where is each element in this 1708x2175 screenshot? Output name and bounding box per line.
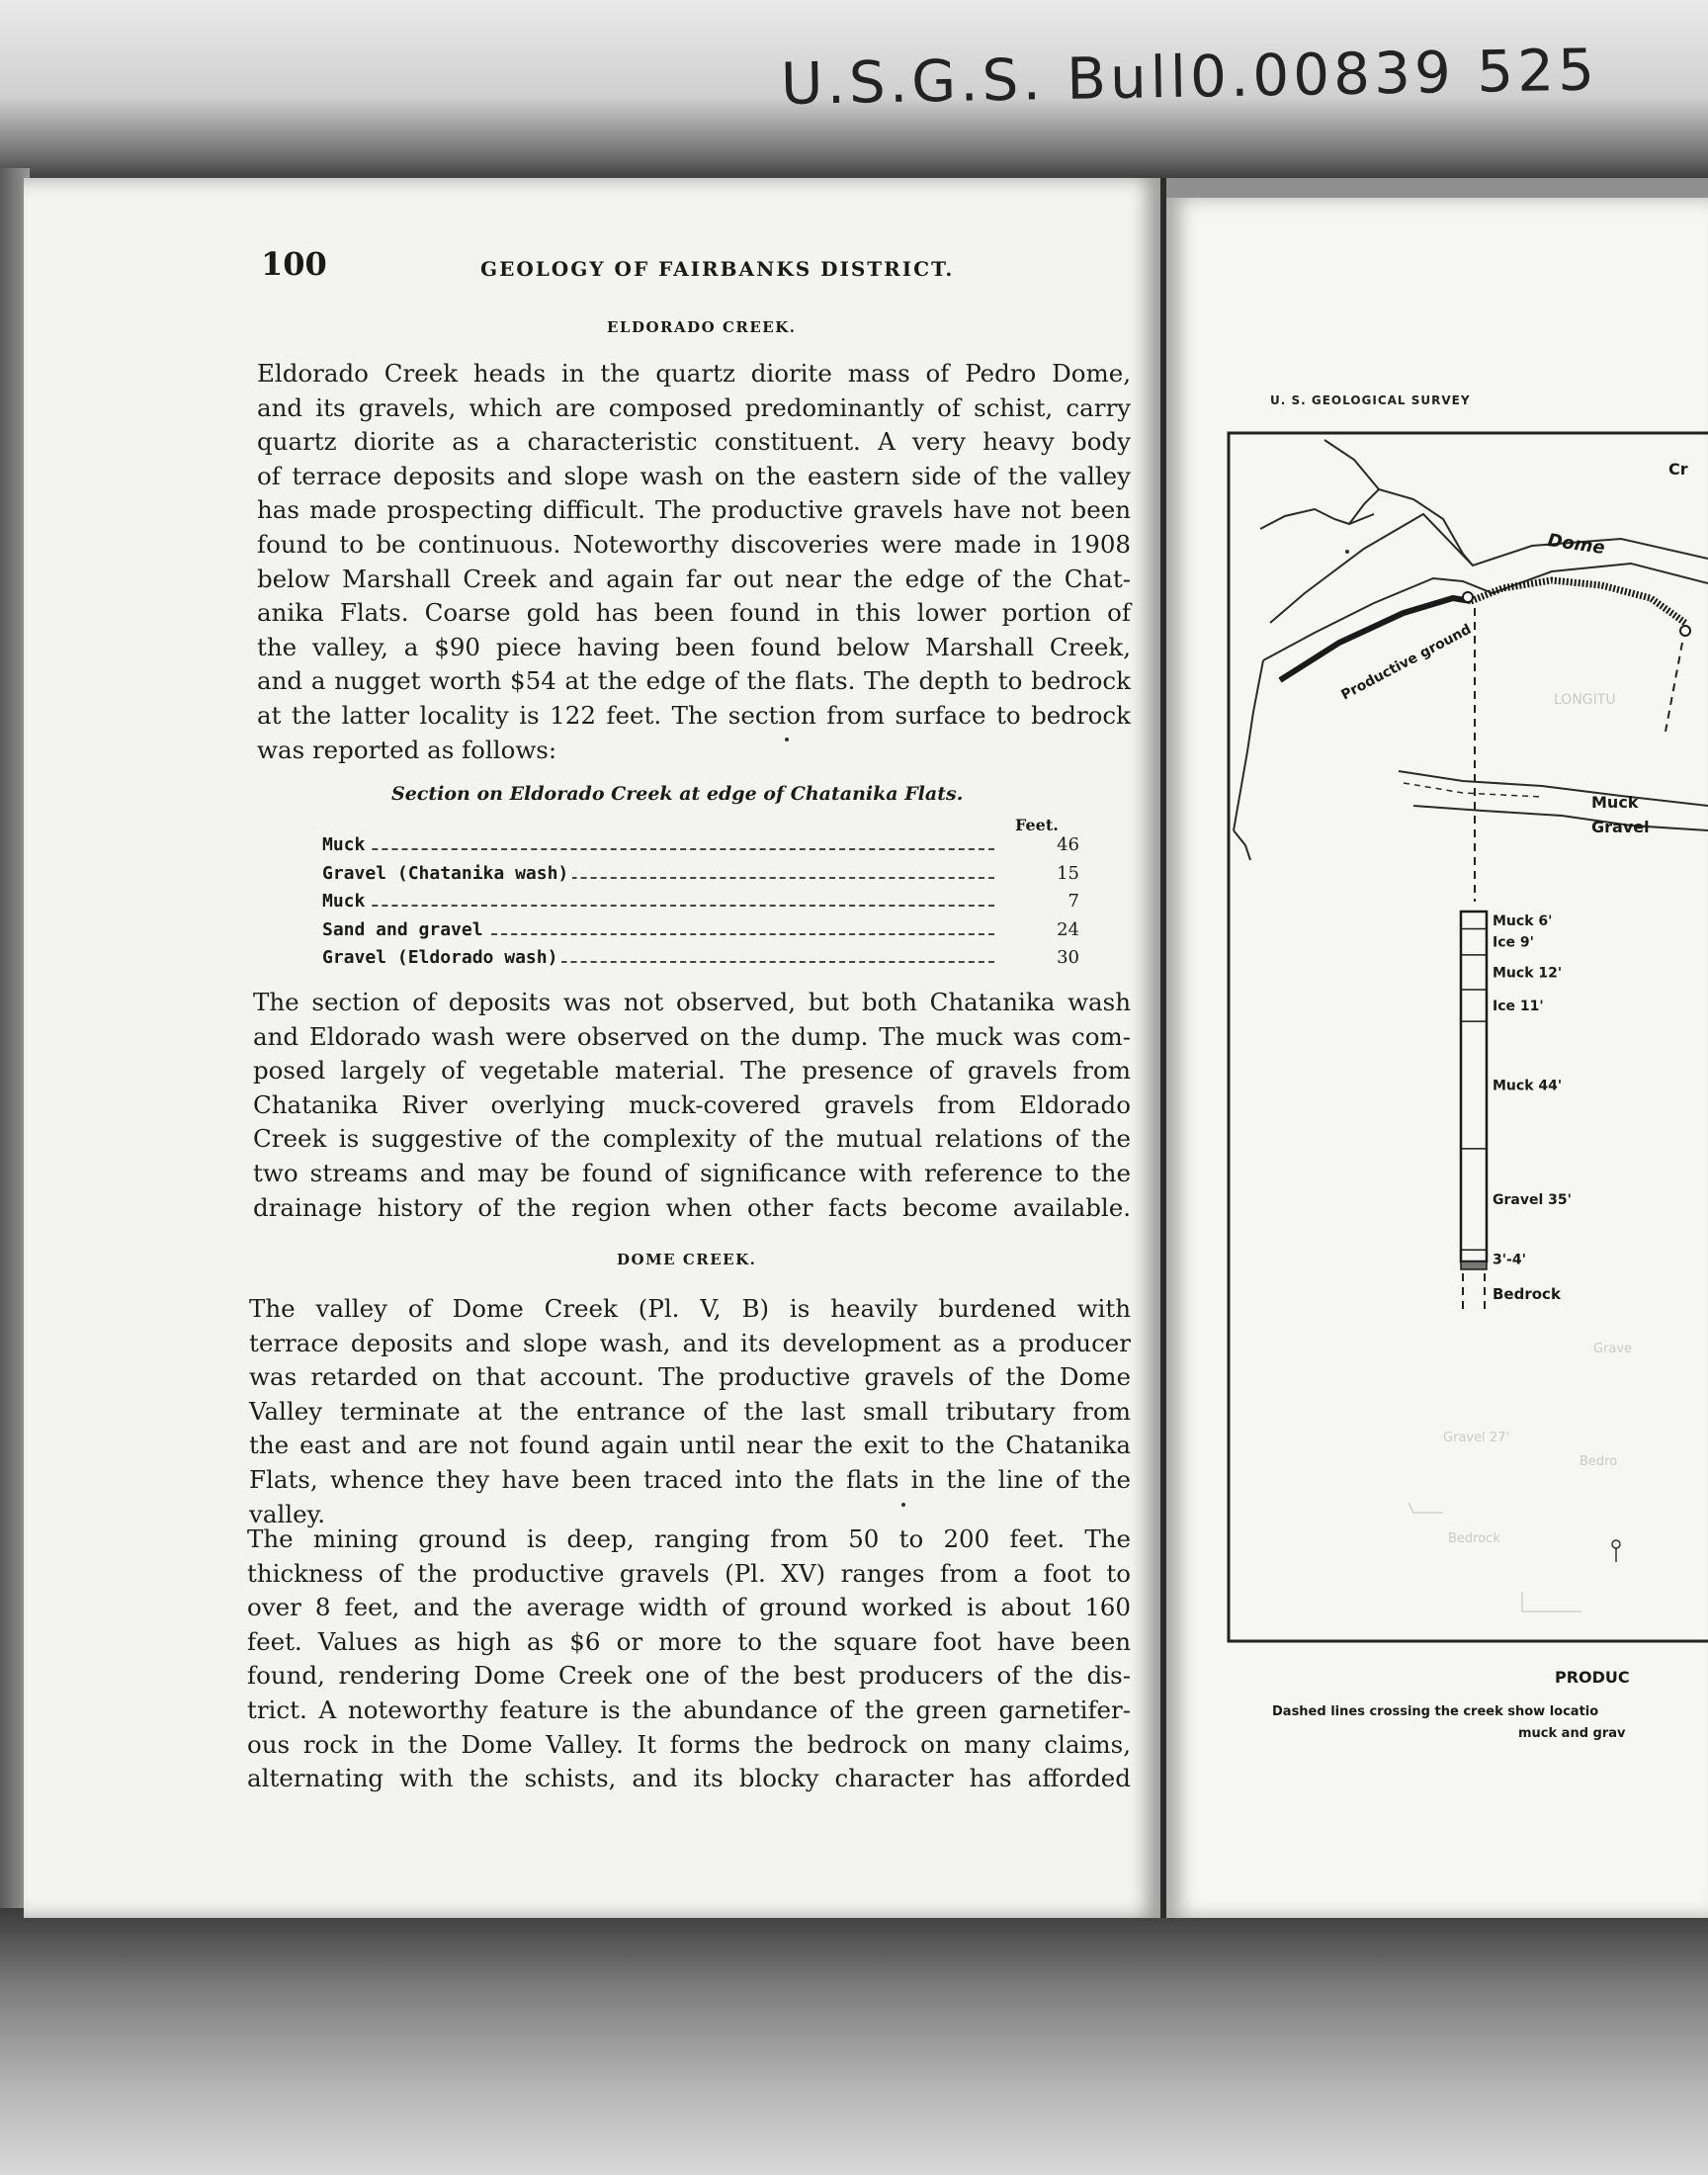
strat-column: [1461, 912, 1487, 1262]
map-longitude-label: LONGITU: [1554, 692, 1616, 708]
handwritten-annotation: U.S.G.S. Bull0.00839 525: [780, 36, 1599, 118]
faint-label: Bedrock: [1448, 1531, 1500, 1546]
table-row: [322, 863, 1093, 892]
row-label: Muck: [322, 891, 369, 912]
row-label: Gravel (Eldorado wash): [322, 947, 561, 968]
section-line-dashed: [1665, 643, 1682, 732]
tributary-stream: [1324, 440, 1473, 566]
row-label: Muck: [322, 834, 369, 855]
right-page-plate: [1166, 198, 1708, 1918]
text-line: Valley terminate at the entrance of the last small tributary from: [249, 1396, 1131, 1426]
running-head: GEOLOGY OF FAIRBANKS DISTRICT.: [480, 257, 955, 281]
productive-ground-hatched: [1471, 580, 1685, 623]
text-line: thickness of the productive gravels (Pl. XV) ranges from a foot to: [247, 1558, 1131, 1588]
text-line: Flats, whence they have been traced into the flats in the line of the: [249, 1464, 1131, 1494]
dome-creek-heading: DOME CREEK.: [617, 1251, 757, 1268]
text-line: was reported as follows:: [257, 735, 557, 764]
column-layer-label: Ice 9': [1493, 934, 1534, 951]
surface-line: [1399, 771, 1708, 806]
section-table: [322, 834, 1093, 976]
section-point: [1463, 592, 1473, 602]
row-value: 15: [1057, 862, 1079, 884]
text-line: The mining ground is deep, ranging from 50 to 200 feet. The: [247, 1524, 1131, 1553]
text-line: trict. A noteworthy feature is the abundance of the green garnetifer-: [247, 1695, 1131, 1724]
eldorado-paragraph-1: [257, 357, 1131, 767]
map-muck-label: Muck: [1591, 793, 1639, 812]
faint-label: Gravel 27': [1443, 1431, 1509, 1445]
text-line: found to be continuous. Noteworthy discoveries were made in 1908: [257, 529, 1131, 559]
map-creek-label: Dome: [1546, 530, 1606, 560]
text-line: valley.: [249, 1499, 325, 1528]
row-label: Gravel (Chatanika wash): [322, 863, 572, 884]
text-line: over 8 feet, and the average width of ground worked is about 160: [247, 1593, 1131, 1622]
row-value: 24: [1057, 918, 1079, 940]
text-line: The section of deposits was not observed, but both Chatanika wash: [253, 988, 1131, 1016]
plate-title: PRODUC: [1555, 1668, 1630, 1687]
section-table-unit: Feet.: [1015, 816, 1059, 834]
column-layer-label: 3'-4': [1493, 1252, 1526, 1268]
text-line: at the latter locality is 122 feet. The section from surface to bedrock: [257, 700, 1131, 730]
leader-dots: [322, 905, 994, 907]
text-line: below Marshall Creek and again far out near the edge of the Chat-: [257, 564, 1131, 593]
text-line: Eldorado Creek heads in the quartz diorite mass of Pedro Dome,: [257, 359, 1131, 388]
surface-line: [1413, 806, 1708, 830]
column-layer-label: Muck 44': [1493, 1078, 1563, 1094]
row-value: 46: [1057, 834, 1079, 855]
plate-map: [1166, 198, 1708, 1918]
section-point: [1680, 626, 1690, 636]
row-value: 30: [1057, 947, 1079, 968]
table-row: [322, 891, 1093, 919]
creek-bank: [1234, 830, 1250, 860]
text-line: The valley of Dome Creek (Pl. V, B) is heavily burdened with: [249, 1294, 1131, 1323]
page-number: 100: [261, 245, 327, 283]
creek-bank: [1234, 660, 1263, 830]
section-table-caption: Section on Eldorado Creek at edge of Chatanika Flats.: [391, 783, 964, 805]
column-layer-label: Ice 11': [1493, 999, 1544, 1015]
text-line: was retarded on that account. The productive gravels of the Dome: [249, 1362, 1131, 1392]
text-line: and its gravels, which are composed predominantly of schist, carry: [257, 392, 1131, 422]
text-line: Creek is suggestive of the complexity of the mutual relations of the: [253, 1124, 1131, 1154]
scan-speck: [1345, 550, 1349, 554]
text-line: and Eldorado wash were observed on the dump. The muck was com-: [253, 1021, 1131, 1051]
map-gravel-label: Gravel: [1591, 818, 1650, 836]
table-row: [322, 834, 1093, 863]
text-line: has made prospecting difficult. The productive gravels have not been: [257, 495, 1131, 525]
table-row: [322, 919, 1093, 948]
scan-bottom-margin: [0, 1908, 1708, 2175]
text-line: of terrace deposits and slope wash on the eastern side of the valley: [257, 461, 1131, 490]
text-line: found, rendering Dome Creek one of the best producers of the dis-: [247, 1661, 1131, 1691]
text-line: drainage history of the region when other facts become available.: [253, 1192, 1131, 1222]
dome-paragraph-1: [249, 1292, 1131, 1531]
plate-caption-line-1: Dashed lines crossing the creek show locatio: [1272, 1704, 1599, 1719]
map-ground-label: Productive ground: [1338, 621, 1475, 704]
faint-label: Grave: [1593, 1342, 1633, 1356]
strat-column-bedrock-hatch: [1461, 1262, 1487, 1269]
table-row: [322, 947, 1093, 976]
scan-speck: [901, 1503, 905, 1507]
leader-dots: [322, 848, 994, 850]
eldorado-creek-heading: ELDORADO CREEK.: [607, 318, 797, 336]
creek-bank: [1270, 514, 1708, 623]
faint-label: Bedro: [1580, 1454, 1618, 1469]
section-point: [1612, 1540, 1620, 1548]
text-line: the valley, a $90 piece having been found below Marshall Creek,: [257, 632, 1131, 661]
dome-paragraph-2: [247, 1522, 1131, 1796]
column-layer-label: Muck 12': [1493, 965, 1563, 982]
text-line: anika Flats. Coarse gold has been found in this lower portion of: [257, 598, 1131, 628]
column-layer-label: Gravel 35': [1493, 1192, 1572, 1209]
plate-caption-line-2: muck and grav: [1518, 1726, 1626, 1741]
text-line: alternating with the schists, and its blocky character has afforded: [247, 1764, 1131, 1793]
row-label: Sand and gravel: [322, 919, 487, 940]
text-line: ous rock in the Dome Valley. It forms the bedrock on many claims,: [247, 1729, 1131, 1759]
faint-linework: [1409, 1503, 1581, 1611]
survey-label: U. S. GEOLOGICAL SURVEY: [1270, 393, 1471, 407]
text-line: posed largely of vegetable material. The presence of gravels from: [253, 1056, 1131, 1086]
map-corner-label: Cr: [1668, 460, 1688, 478]
scan-speck: [785, 738, 789, 741]
text-line: two streams and may be found of significance with reference to the: [253, 1158, 1131, 1187]
text-line: the east and are not found again until near the exit to the Chatanika: [249, 1431, 1131, 1460]
row-value: 7: [1068, 891, 1079, 912]
text-line: feet. Values as high as $6 or more to the square foot have been: [247, 1626, 1131, 1656]
text-line: quartz diorite as a characteristic constituent. A very heavy body: [257, 427, 1131, 457]
column-bedrock-label: Bedrock: [1493, 1285, 1561, 1303]
left-page: [24, 178, 1166, 1918]
eldorado-paragraph-2: [253, 986, 1131, 1225]
column-layer-label: Muck 6': [1493, 914, 1553, 929]
text-line: and a nugget worth $54 at the edge of the flats. The depth to bedrock: [257, 666, 1131, 696]
text-line: terrace deposits and slope wash, and its development as a producer: [249, 1328, 1131, 1357]
text-line: Chatanika River overlying muck-covered gravels from Eldorado: [253, 1089, 1131, 1119]
